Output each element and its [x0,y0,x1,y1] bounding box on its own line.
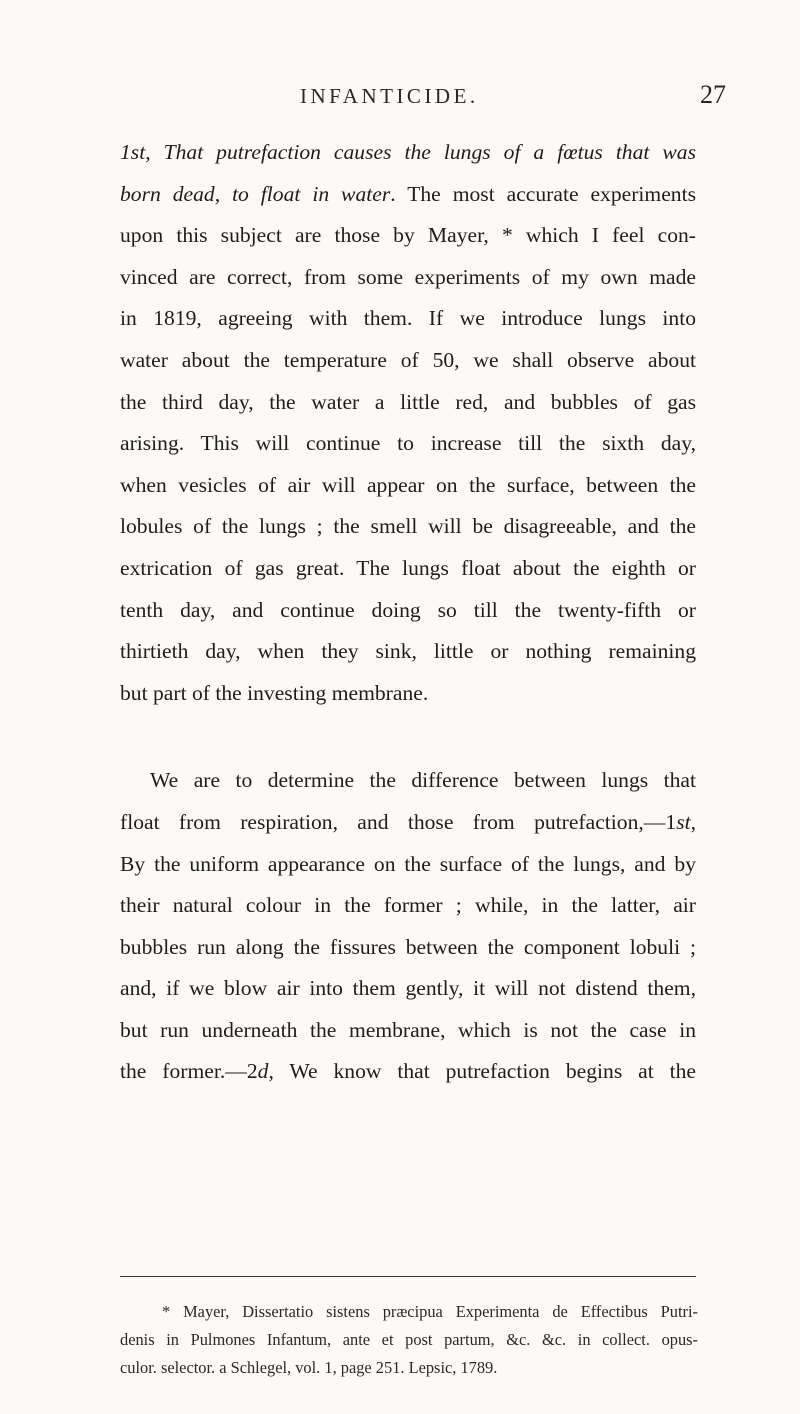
comma: , [145,140,164,164]
italic-proposition: That putrefaction causes the lungs of a fœtus that was [163,140,696,164]
text-line: By the uniform appearance on the surface of the lungs, and by [120,851,696,876]
paragraph-putrefaction [120,132,696,714]
text-line: bubbles run along the fissures between the component lobuli ; [120,934,696,959]
text-line: water about the temperature of 50, we shall observe about [120,347,696,372]
text-line: tenth day, and continue doing so till the twenty-fifth or [120,597,696,622]
text-line [120,802,696,844]
text-line: but run underneath the membrane, which is not the case in [120,1017,696,1042]
footnote [120,1298,698,1382]
text-line [120,174,696,216]
paragraph-difference [120,760,696,1093]
footnote-rule [120,1276,696,1277]
ordinal-suffix: d [257,1059,269,1084]
text-line: and, if we blow air into them gently, it will not distend them, [120,976,696,1001]
text-line: their natural colour in the former ; while, in the latter, air [120,893,696,918]
text-line: in 1819, agreeing with them. If we introduce lungs into [120,306,696,331]
text-line: extrication of gas great. The lungs float about the eighth or [120,555,696,580]
text-line: the third day, the water a little red, and bubbles of gas [120,389,696,414]
text-run: , We know that putrefaction begins at the [268,1059,696,1084]
running-title: INFANTICIDE. [300,84,479,108]
italic-proposition: born dead [120,181,215,206]
paragraph-gap [120,714,696,760]
footnote-line: culor. selector. a Schlegel, vol. 1, page 251. Lepsic, 1789. [120,1358,498,1377]
text-line [120,132,696,174]
footnote-line: denis in Pulmones Infantum, ante et post partum, &c. &c. in collect. opus- [120,1330,698,1349]
text-line: lobules of the lungs ; the smell will be disagreeable, and the [120,514,696,539]
italic-proposition: to float in water [232,181,391,206]
comma: , [214,181,233,206]
text-line: but part of the investing membrane. [120,680,429,705]
text-line: when vesicles of air will appear on the surface, between the [120,472,696,497]
text-line: upon this subject are those by Mayer, * which I feel con- [120,223,696,248]
text-line: We are to determine the difference between lungs that [150,768,696,793]
page-number: 27 [700,80,726,109]
text-run: the former.—2 [120,1059,258,1084]
text-line: vinced are correct, from some experiments of my own made [120,264,696,289]
text-line [120,1051,696,1093]
text-line: arising. This will continue to increase till the sixth day, [120,431,696,456]
text-run: , [690,809,696,834]
text-run: . The most accurate experiments [390,181,697,206]
text-line: thirtieth day, when they sink, little or nothing remaining [120,639,696,664]
text-run: float from respiration, and those from putrefaction,—1 [120,809,677,834]
body-text [120,132,696,1093]
ordinal-first: 1st [120,140,146,164]
footnote-line: * Mayer, Dissertatio sistens præcipua Experimenta de Effectibus Putri- [162,1302,698,1321]
ordinal-suffix: st [676,809,691,834]
running-head [0,80,800,124]
